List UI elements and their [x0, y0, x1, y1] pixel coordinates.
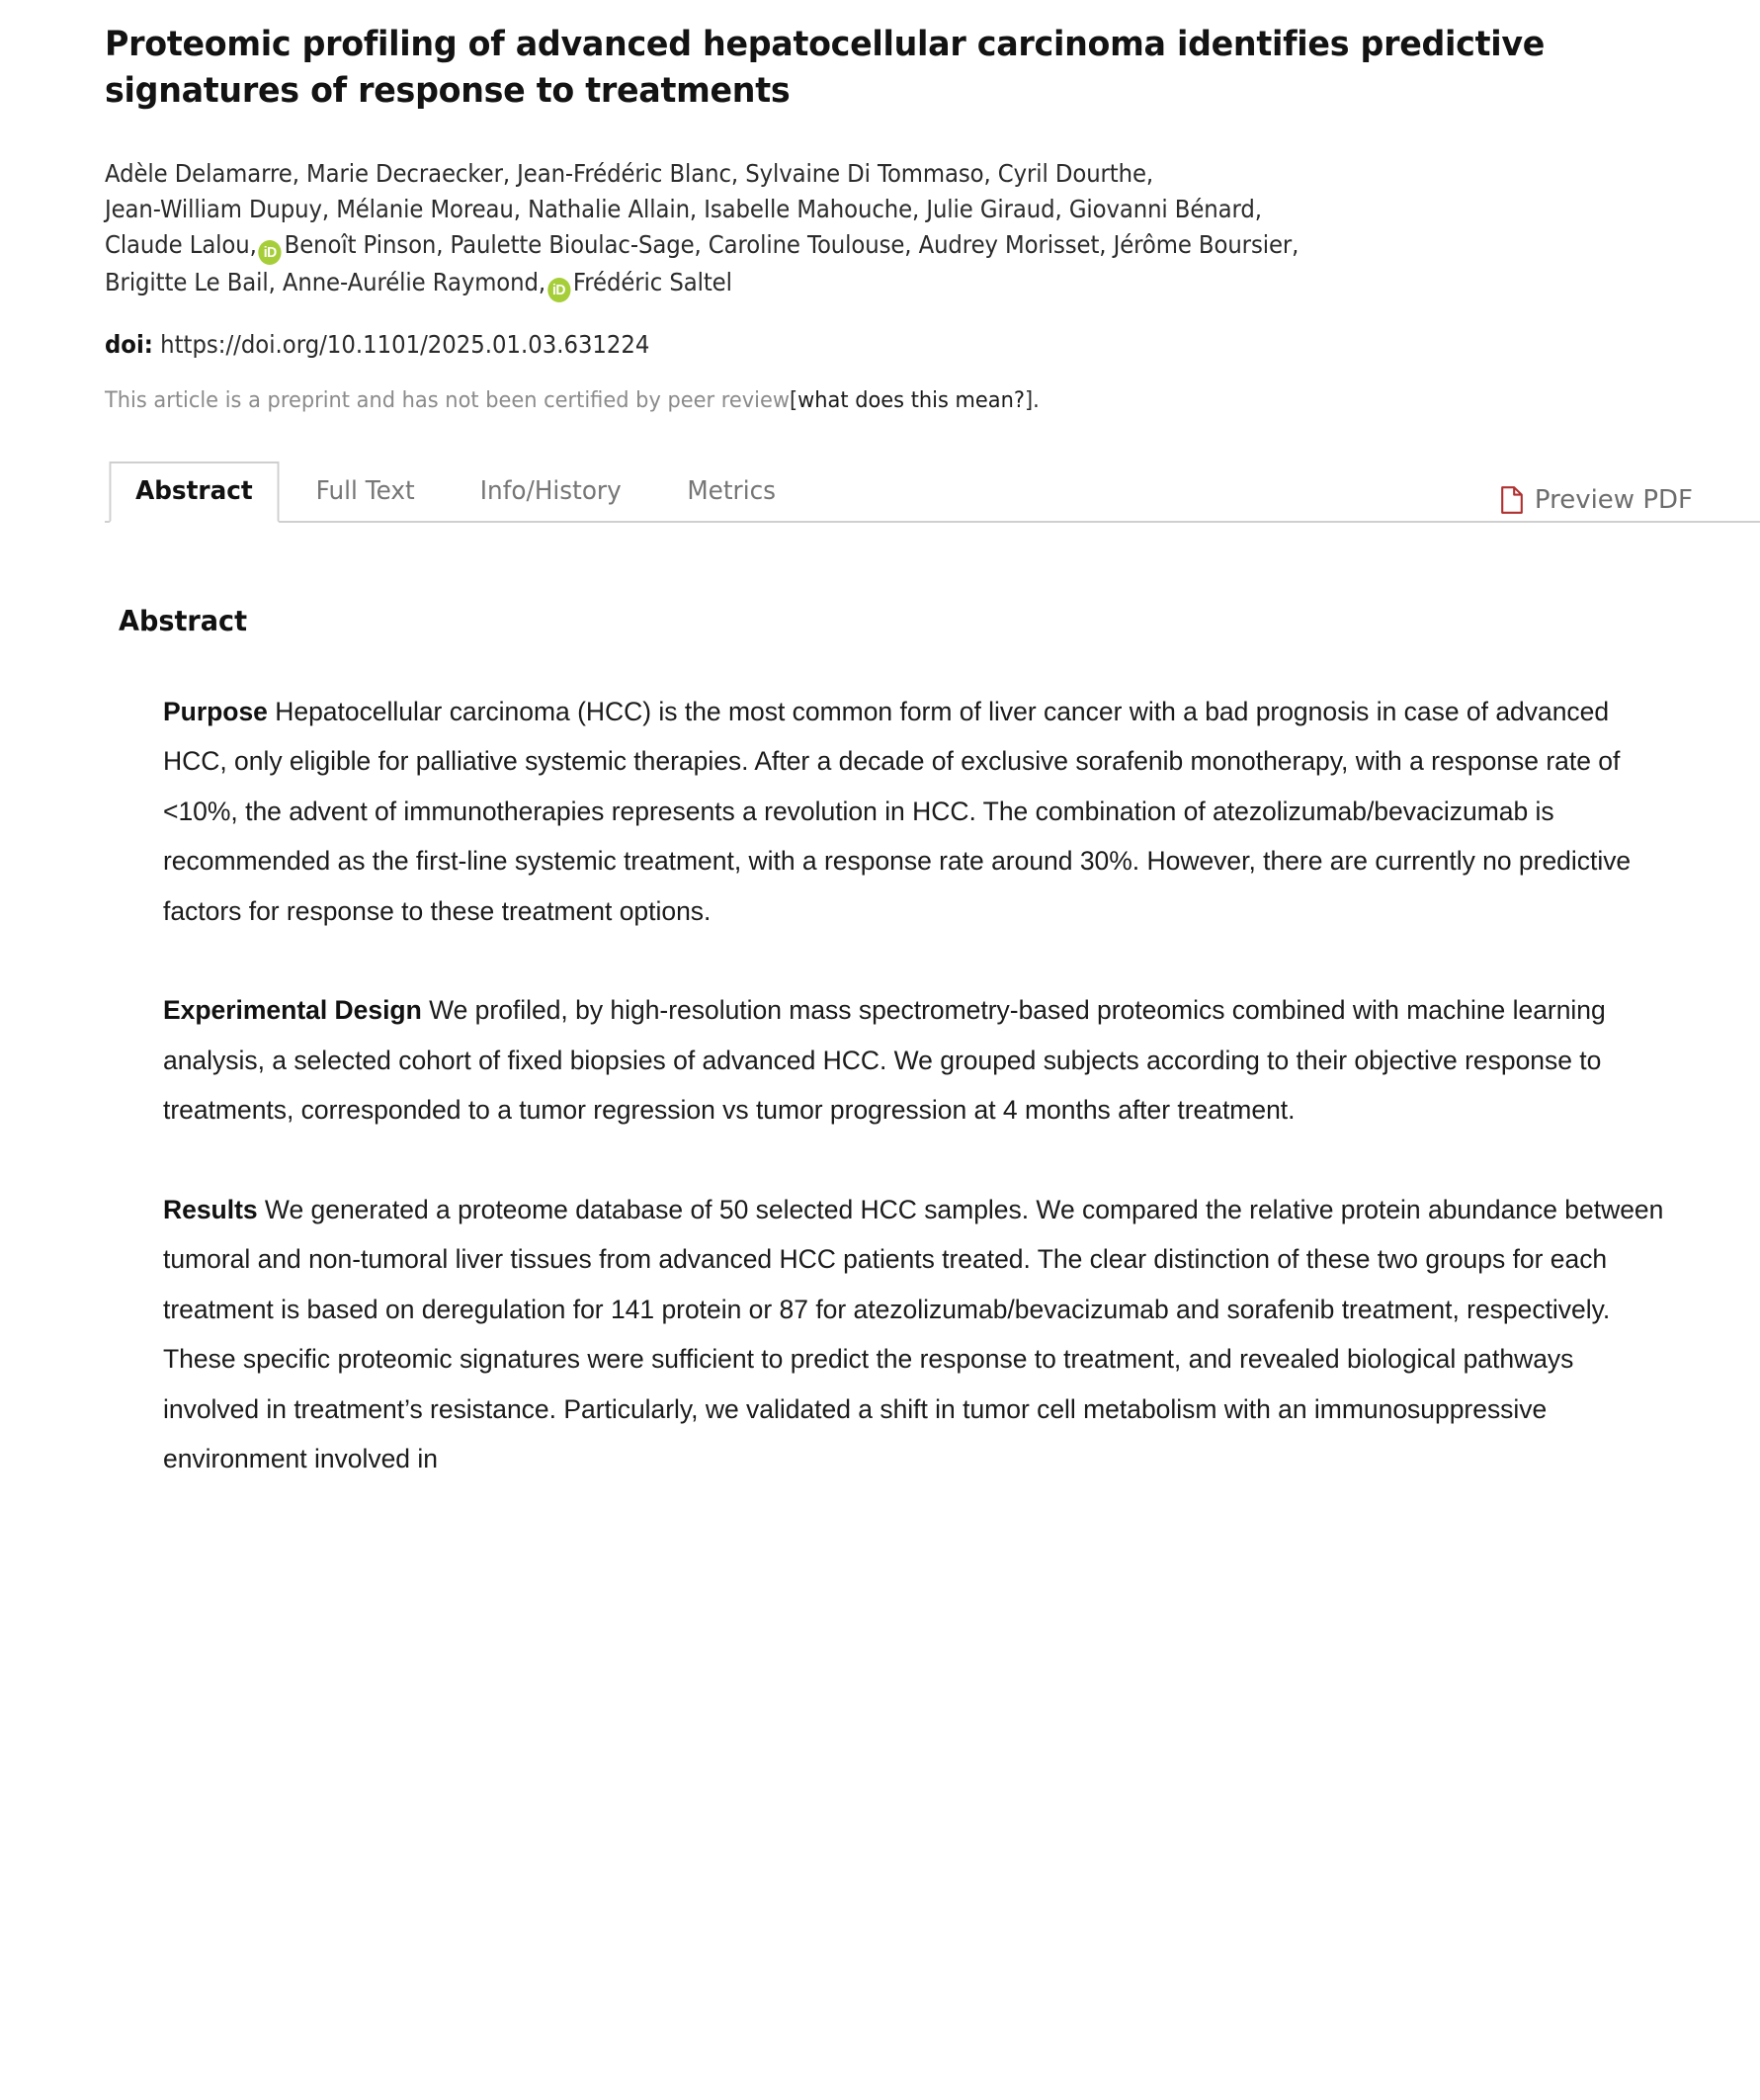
- run-in-heading-purpose: Purpose: [163, 696, 268, 726]
- tab-abstract[interactable]: Abstract: [110, 462, 280, 523]
- orcid-id-icon[interactable]: iD: [547, 278, 570, 302]
- author-line: [105, 227, 1580, 265]
- tab-metrics[interactable]: Metrics: [687, 475, 776, 506]
- document-icon: [1501, 486, 1523, 514]
- abstract-text-experimental-design: We profiled, by high-resolution mass spectrometry-based proteomics combined with machine learning analysis, a selected cohort of fixed biopsies of advanced HCC. We grouped subjects according to their objective response to treatments, corresponded to a tumor regression vs tumor progression at 4 months after treatment.: [163, 995, 1606, 1126]
- abstract-sections: [163, 637, 1665, 1484]
- abstract-paragraph-purpose: [163, 637, 1665, 937]
- author-names: Frédéric Saltel: [572, 267, 732, 296]
- tab-info-history[interactable]: Info/History: [479, 475, 622, 506]
- author-list: [105, 156, 1580, 302]
- bracket-close: ].: [1025, 386, 1040, 413]
- author-names: Adèle Delamarre, Marie Decraecker, Jean-Frédéric Blanc, Sylvaine Di Tommaso, Cyril Dourthe,: [105, 158, 1154, 188]
- article-tab-bar: [0, 462, 1760, 523]
- abstract-paragraph-experimental-design: [163, 936, 1665, 1135]
- doi-label: doi:: [105, 329, 153, 359]
- abstract-text-results: We generated a proteome database of 50 selected HCC samples. We compared the relative protein abundance between tumoral and non-tumoral liver tissues from advanced HCC patients treated. The clear distinction of these two groups for each treatment is based on deregulation for 141 protein or 87 for atezolizumab/bevacizumab and sorafenib treatment, respectively. These specific proteomic signatures were sufficient to predict the response to treatment, and revealed biological pathways involved in treatment’s resistance. Particularly, we validated a shift in tumor cell metabolism with an immunosuppressive environment involved in: [163, 1194, 1664, 1474]
- doi-line: [105, 329, 1580, 361]
- abstract-heading: Abstract: [119, 604, 248, 637]
- tab-full-text[interactable]: Full Text: [315, 475, 415, 506]
- run-in-heading-experimental-design: Experimental Design: [163, 995, 422, 1026]
- what-does-this-mean-link[interactable]: what does this mean?: [797, 386, 1026, 413]
- bracket-open: [: [789, 386, 798, 413]
- author-names: Jean-William Dupuy, Mélanie Moreau, Nathalie Allain, Isabelle Mahouche, Julie Giraud, Giovanni Bénard,: [105, 194, 1262, 223]
- preview-pdf-button[interactable]: [1501, 485, 1693, 515]
- page-title: Proteomic profiling of advanced hepatocellular carcinoma identifies predictive signatures of response to treatments: [105, 25, 1546, 111]
- doi-link[interactable]: https://doi.org/10.1101/2025.01.03.631224: [160, 329, 650, 359]
- author-names: Benoît Pinson, Paulette Bioulac-Sage, Caroline Toulouse, Audrey Morisset, Jérôme Boursier,: [284, 229, 1299, 259]
- article-header: [0, 0, 1760, 415]
- author-line: [105, 265, 1580, 302]
- author-line: [105, 192, 1580, 227]
- author-names: Claude Lalou,: [105, 229, 257, 259]
- tab-list: [105, 462, 807, 523]
- preview-pdf-label: Preview PDF: [1534, 484, 1693, 515]
- preprint-notice-text: This article is a preprint and has not been certified by peer review: [105, 386, 790, 413]
- author-line: [105, 156, 1580, 192]
- abstract-paragraph-results: [163, 1135, 1665, 1484]
- abstract-text-purpose: Hepatocellular carcinoma (HCC) is the most common form of liver cancer with a bad prognosis in case of advanced HCC, only eligible for palliative systemic therapies. After a decade of exclusive sorafenib monotherapy, with a response rate of <10%, the advent of immunotherapies represents a revolution in HCC. The combination of atezolizumab/bevacizumab is recommended as the first-line systemic treatment, with a response rate around 30%. However, there are currently no predictive factors for response to these treatment options.: [163, 696, 1632, 926]
- preprint-notice: [105, 386, 1580, 415]
- abstract-body: [0, 605, 1760, 1484]
- orcid-id-icon[interactable]: iD: [259, 240, 282, 265]
- run-in-heading-results: Results: [163, 1194, 258, 1224]
- author-names: Brigitte Le Bail, Anne-Aurélie Raymond,: [105, 267, 546, 296]
